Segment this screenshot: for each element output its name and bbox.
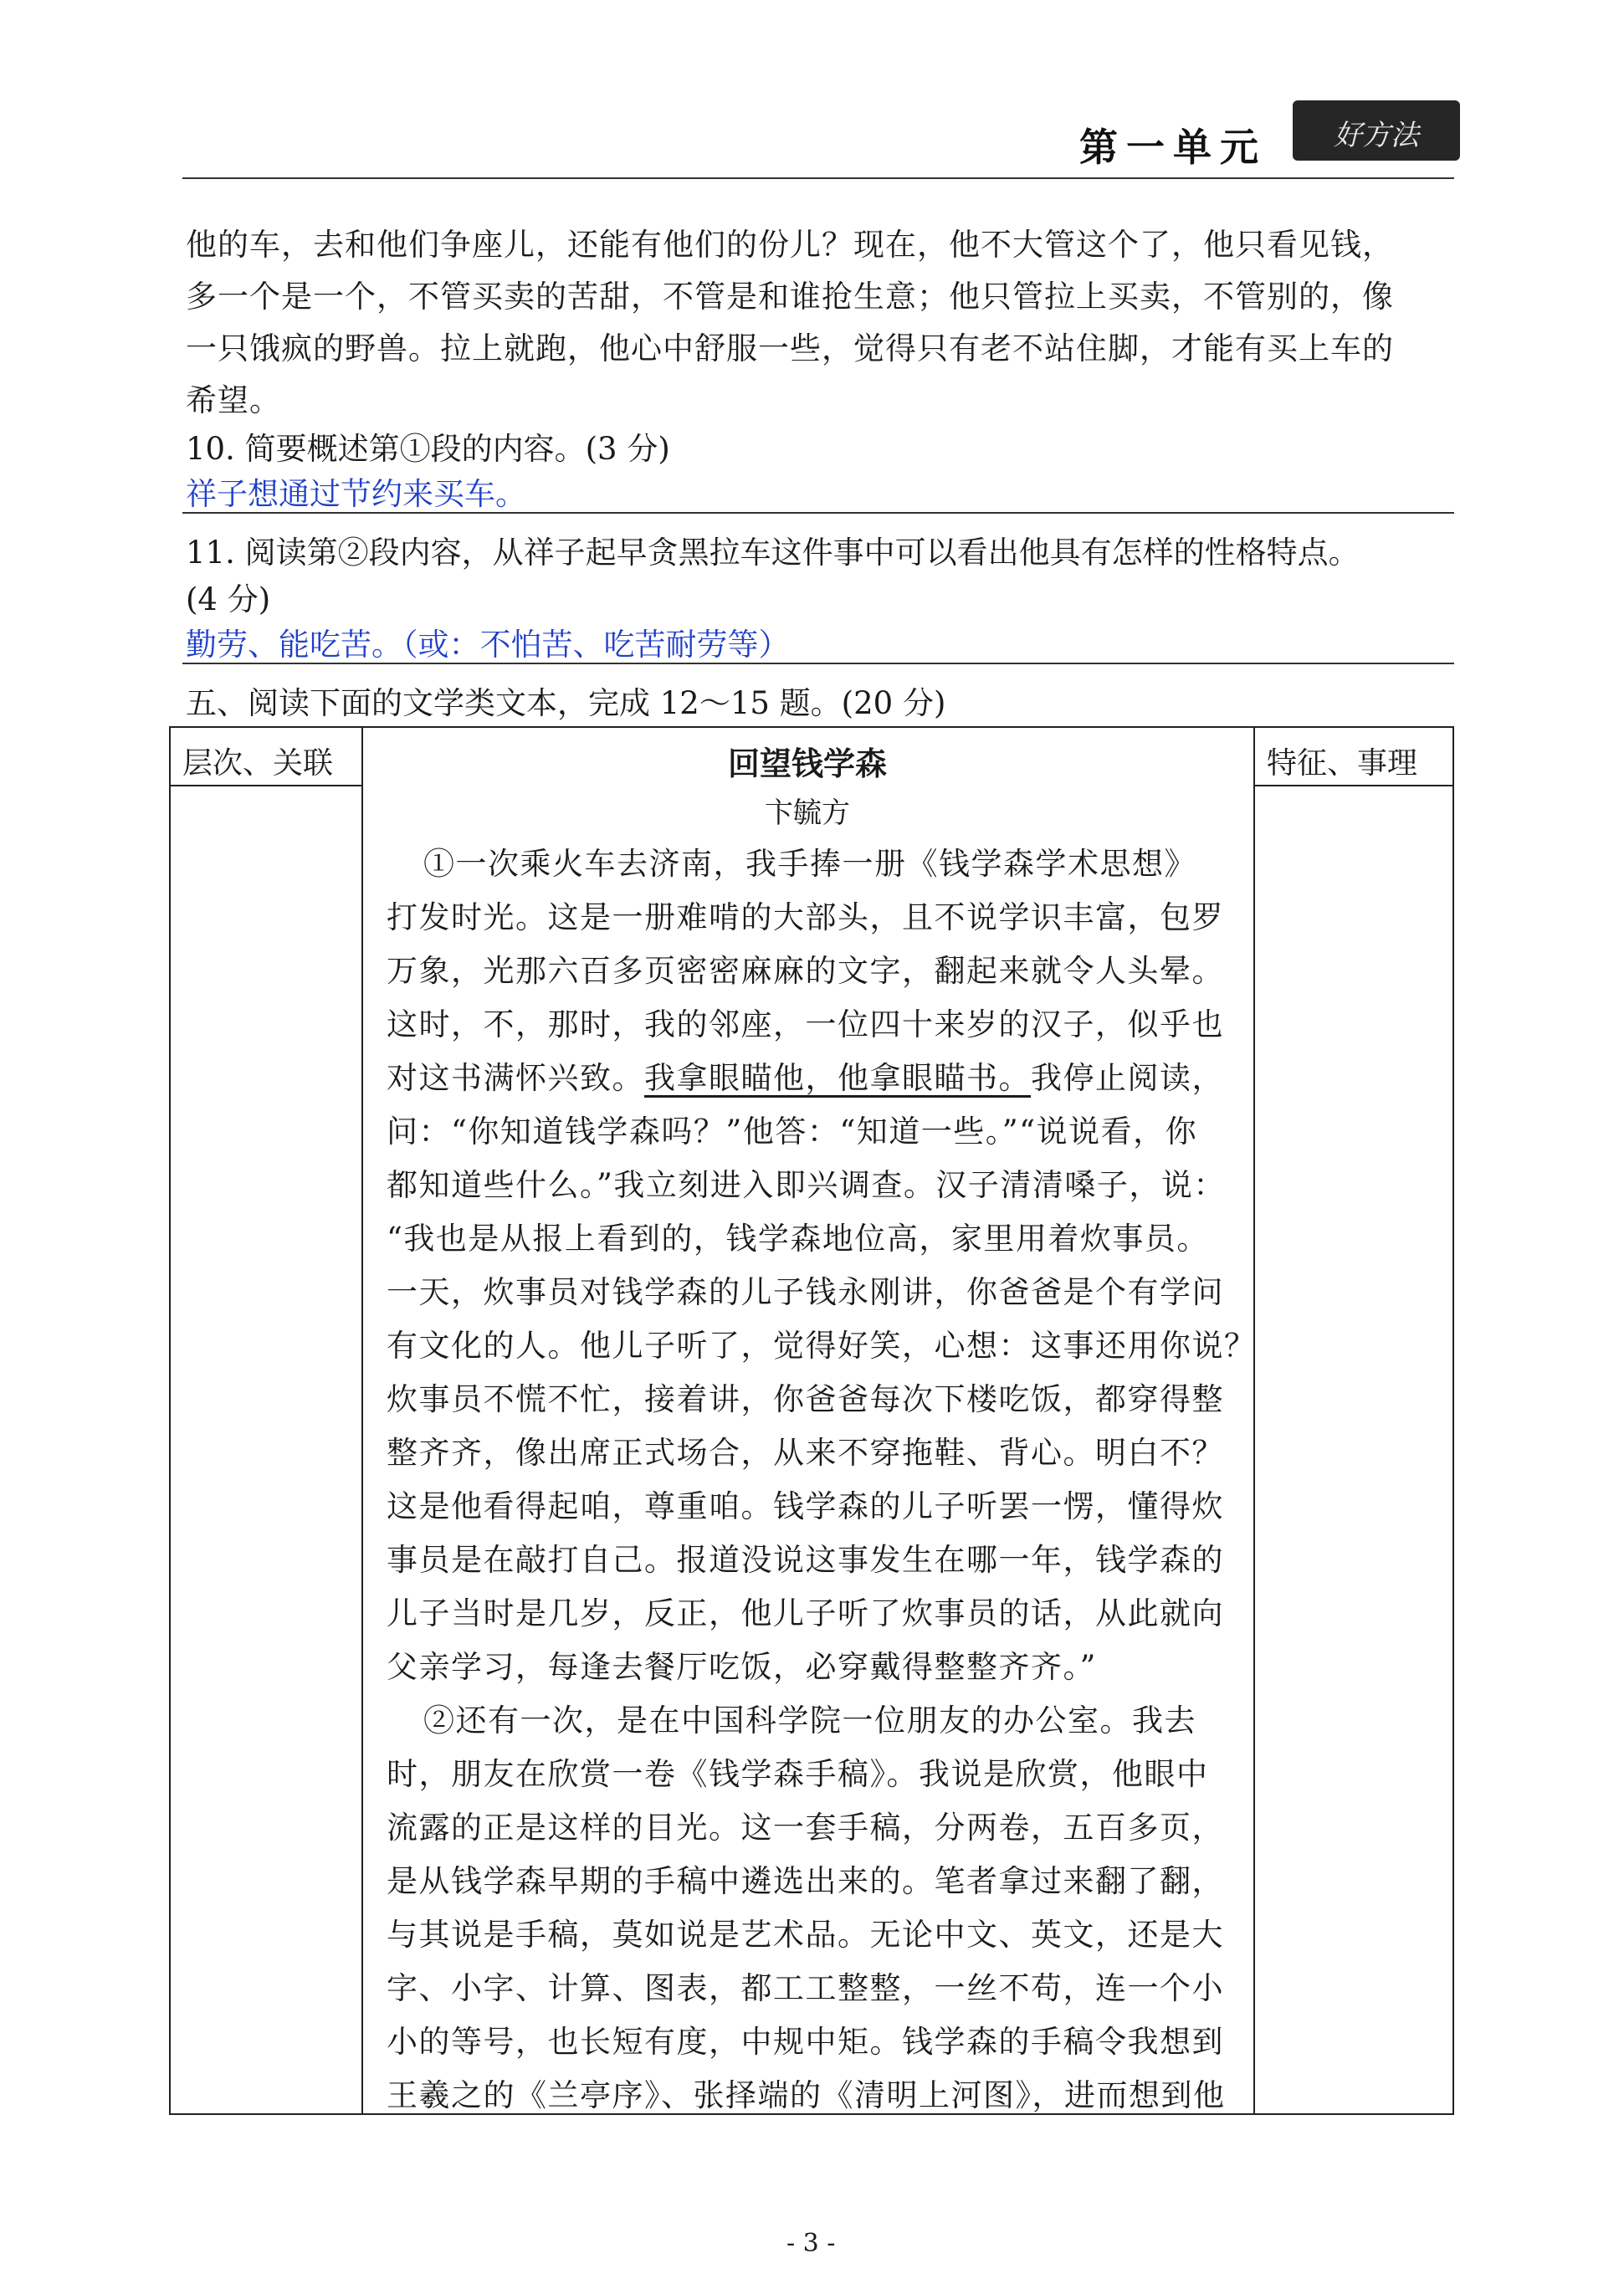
table-divider-left — [361, 726, 363, 2115]
answer-divider — [182, 512, 1454, 514]
article-line: 炊事员不慌不忙，接着讲，你爸爸每次下楼吃饭，都穿得整 — [387, 1381, 1224, 1417]
section-heading: 五、阅读下面的文学类文本，完成 12～15 题。(20 分) — [186, 685, 946, 721]
question-11-prompt: 11. 阅读第②段内容，从祥子起早贪黑拉车这件事中可以看出他具有怎样的性格特点。 — [186, 535, 1360, 571]
answer-divider — [182, 663, 1454, 664]
table-header-rule-right — [1253, 785, 1454, 786]
article-title: 回望钱学森 — [727, 745, 887, 782]
article-line-text: 我停止阅读， — [1031, 1060, 1224, 1096]
article-line-text: 对这书满怀兴致。 — [387, 1060, 644, 1096]
article-line: 事员是在敲打自己。报道没说这事发生在哪一年，钱学森的 — [387, 1542, 1224, 1578]
header-rule — [182, 177, 1454, 179]
article-line: 有文化的人。他儿子听了，觉得好笑，心想：这事还用你说？ — [387, 1328, 1257, 1364]
article-line: “我也是从报上看到的，钱学森地位高，家里用着炊事员。 — [387, 1221, 1209, 1257]
brand-badge-text: 好方法 — [1334, 119, 1419, 152]
article-line: 流露的正是这样的目光。这一套手稿，分两卷，五百多页， — [387, 1810, 1224, 1846]
article-line: 与其说是手稿，莫如说是艺术品。无论中文、英文，还是大 — [387, 1917, 1224, 1953]
column-header-features: 特征、事理 — [1267, 746, 1418, 781]
article-line: 问：“你知道钱学森吗？”他答：“知道一些。”“说说看，你 — [387, 1114, 1198, 1150]
article-line — [387, 1052, 1224, 1098]
article-line: ②还有一次，是在中国科学院一位朋友的办公室。我去 — [423, 1703, 1196, 1739]
article-line: 这是他看得起咱，尊重咱。钱学森的儿子听罢一愣，懂得炊 — [387, 1488, 1224, 1524]
article-line: 都知道些什么。”我立刻进入即兴调查。汉子清清嗓子，说： — [387, 1167, 1226, 1203]
underlined-sentence: 我拿眼瞄他，他拿眼瞄书。 — [644, 1060, 1031, 1096]
article-line: ①一次乘火车去济南，我手捧一册《钱学森学术思想》 — [423, 846, 1196, 882]
article-line: 字、小字、计算、图表，都工工整整，一丝不苟，连一个小 — [387, 1970, 1224, 2006]
prose-line: 他的车，去和他们争座儿，还能有他们的份儿？现在，他不大管这个了，他只看见钱， — [186, 227, 1394, 263]
article-line: 时，朋友在欣赏一卷《钱学森手稿》。我说是欣赏，他眼中 — [387, 1756, 1209, 1792]
question-11-answer: 勤劳、能吃苦。（或：不怕苦、吃苦耐劳等） — [186, 627, 790, 663]
table-header-rule-left — [169, 785, 361, 786]
article-line: 儿子当时是几岁，反正，他儿子听了炊事员的话，从此就向 — [387, 1595, 1224, 1631]
unit-title: 第一单元 — [1079, 125, 1267, 170]
article-line: 整齐齐，像出席正式场合，从来不穿拖鞋、背心。明白不？ — [387, 1435, 1224, 1471]
brand-badge — [1293, 100, 1460, 161]
prose-line: 多一个是一个，不管买卖的苦甜，不管是和谁抢生意；他只管拉上买卖，不管别的，像 — [186, 279, 1394, 315]
article-line: 王羲之的《兰亭序》、张择端的《清明上河图》，进而想到他 — [387, 2077, 1226, 2113]
prose-line: 一只饿疯的野兽。拉上就跑，他心中舒服一些，觉得只有老不站住脚，才能有买上车的 — [186, 330, 1394, 366]
question-10-answer: 祥子想通过节约来买车。 — [186, 476, 526, 512]
column-header-levels: 层次、关联 — [182, 746, 334, 781]
article-line: 打发时光。这是一册难啃的大部头，且不说学识丰富，包罗 — [387, 899, 1224, 935]
article-line: 万象，光那六百多页密密麻麻的文字，翻起来就令人头晕。 — [387, 953, 1224, 989]
prose-line: 希望。 — [186, 382, 281, 418]
article-line: 父亲学习，每逢去餐厅吃饭，必穿戴得整整齐齐。” — [387, 1649, 1097, 1685]
question-11-prompt-score: (4 分) — [186, 581, 271, 617]
article-line: 小的等号，也长短有度，中规中矩。钱学森的手稿令我想到 — [387, 2024, 1224, 2060]
article-line: 一天，炊事员对钱学森的儿子钱永刚讲，你爸爸是个有学问 — [387, 1274, 1224, 1310]
article-author: 卞毓方 — [765, 796, 850, 830]
page-number: - 3 - — [786, 2229, 836, 2258]
question-10-prompt: 10. 简要概述第①段的内容。(3 分) — [186, 431, 670, 467]
table-divider-right — [1253, 726, 1255, 2115]
article-line: 这时，不，那时，我的邻座，一位四十来岁的汉子，似乎也 — [387, 1006, 1224, 1042]
article-line: 是从钱学森早期的手稿中遴选出来的。笔者拿过来翻了翻， — [387, 1863, 1224, 1899]
